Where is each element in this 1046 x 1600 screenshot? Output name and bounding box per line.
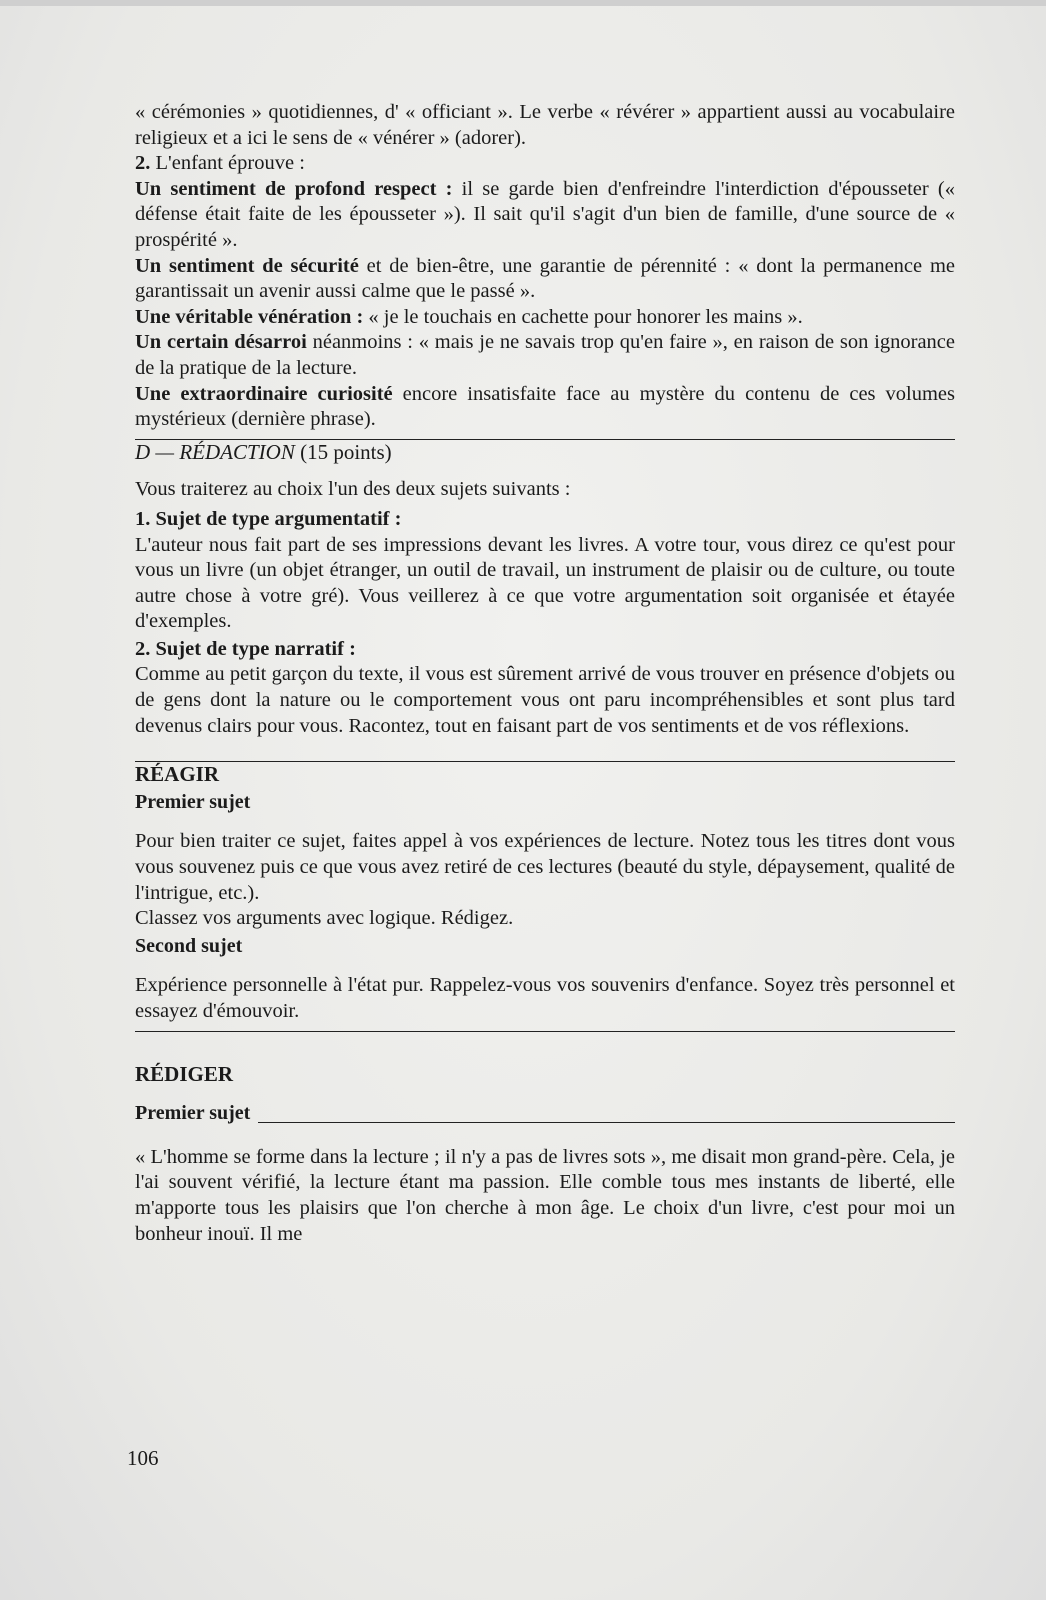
answer-item-1-label: Un sentiment de profond respect : xyxy=(135,177,453,200)
answer-item-1-text: il se garde bien d'enfreindre l'interdiction d'épousseter (« défense était faite de les épousseter »). Il sait qu'il s'agit d'un bien de famille, d'une source de « prospérité ». xyxy=(135,177,955,251)
rediger-premier-sujet-title: Premier sujet xyxy=(135,1102,251,1125)
question-2-text: L'enfant éprouve : xyxy=(150,152,305,175)
reagir-second-sujet-title: Second sujet xyxy=(135,934,243,957)
reagir-premier-sujet-text: Pour bien traiter ce sujet, faites appel à vos expériences de lecture. Notez tous les titres dont vous vous souvenez puis ce que vous avez retiré de ces lectures (beauté du style, dépaysement, qualité de l'intrigue, etc.). xyxy=(135,830,955,904)
answer-item-2-label: Un sentiment de sécurité xyxy=(135,254,359,277)
reagir-premier-sujet-title: Premier sujet xyxy=(135,790,251,813)
text-column xyxy=(135,100,955,1247)
question-2-number: 2. xyxy=(135,152,151,175)
answer-item-4-text: néanmoins : « mais je ne savais trop qu'en faire », en raison de son ignorance de la pratique de la lecture. xyxy=(135,331,955,379)
reagir-premier-sujet-text-2: Classez vos arguments avec logique. Rédigez. xyxy=(135,907,514,930)
answer-item-3-text: « je le touchais en cachette pour honorer les mains ». xyxy=(363,305,803,328)
rediger-premier-sujet-row xyxy=(135,1101,955,1127)
reagir-second-sujet-text: Expérience personnelle à l'état pur. Rappelez-vous vos souvenirs d'enfance. Soyez très personnel et essayez d'émouvoir. xyxy=(135,974,955,1022)
answer-item-4 xyxy=(135,330,955,381)
sujet-2-title: 2. Sujet de type narratif : xyxy=(135,637,356,660)
sujet-2-text: Comme au petit garçon du texte, il vous est sûrement arrivé de vous trouver en présence d'objets ou de gens dont la nature ou le comportement vous ont paru incompréhensibles et sont plus tard devenus clairs pour vous. Racontez, tout en faisant part de vos sentiments et de vos réflexions. xyxy=(135,663,955,737)
rediger-premier-sujet-text: « L'homme se forme dans la lecture ; il n'y a pas de livres sots », me disait mon grand-père. Cela, je l'ai souvent vérifié, la lecture étant ma passion. Elle comble tous mes instants de liberté, elle m'apporte tous les plaisirs que l'on cherche à mon âge. Le choix d'un livre, c'est pour moi un bonheur inouï. Il me xyxy=(135,1145,955,1245)
answer-item-5-text: encore insatisfaite face au mystère du contenu de ces volumes mystérieux (dernière phrase). xyxy=(135,382,956,431)
page-number: 106 xyxy=(127,1446,159,1470)
redaction-heading-points: (15 points) xyxy=(294,439,392,464)
answer-item-2 xyxy=(135,254,955,305)
redaction-heading-prefix: D — xyxy=(135,439,180,464)
rediger-divider xyxy=(135,1031,955,1032)
page-top-edge xyxy=(0,0,1046,6)
question-2 xyxy=(135,151,955,177)
answer-item-5-label: Une extraordinaire curiosité xyxy=(135,382,393,405)
answer-item-4-label: Un certain désarroi xyxy=(135,331,307,354)
answer-item-2-text: et de bien-être, une garantie de pérennité : « dont la permanence me garantissait un avenir aussi calme que le passé ». xyxy=(135,254,955,303)
intro-paragraph: « cérémonies » quotidiennes, d' « officiant ». Le verbe « révérer » appartient aussi au vocabulaire religieux et a ici le sens de « vénérer » (adorer). xyxy=(135,101,955,149)
answer-item-3 xyxy=(135,305,955,331)
reagir-heading: RÉAGIR xyxy=(135,762,220,787)
redaction-heading xyxy=(135,440,955,466)
redaction-instruction: Vous traiterez au choix l'un des deux sujets suivants : xyxy=(135,478,571,501)
answer-item-3-label: Une véritable vénération : xyxy=(135,305,364,328)
rediger-heading: RÉDIGER xyxy=(135,1061,234,1086)
answer-item-5 xyxy=(135,382,955,433)
sujet-1-title: 1. Sujet de type argumentatif : xyxy=(135,507,402,530)
sujet-1-text: L'auteur nous fait part de ses impressions devant les livres. A votre tour, vous direz ce qu'est pour vous un livre (un objet étranger, un outil de travail, un instrument de plaisir ou de culture, ou toute autre chose à votre gré). Vous veillerez à ce que votre argumentation soit organisée et étayée d'exemples. xyxy=(135,533,955,633)
answer-item-1 xyxy=(135,177,955,254)
rediger-title-rule xyxy=(258,1122,955,1123)
redaction-heading-title: RÉDACTION xyxy=(179,439,295,464)
